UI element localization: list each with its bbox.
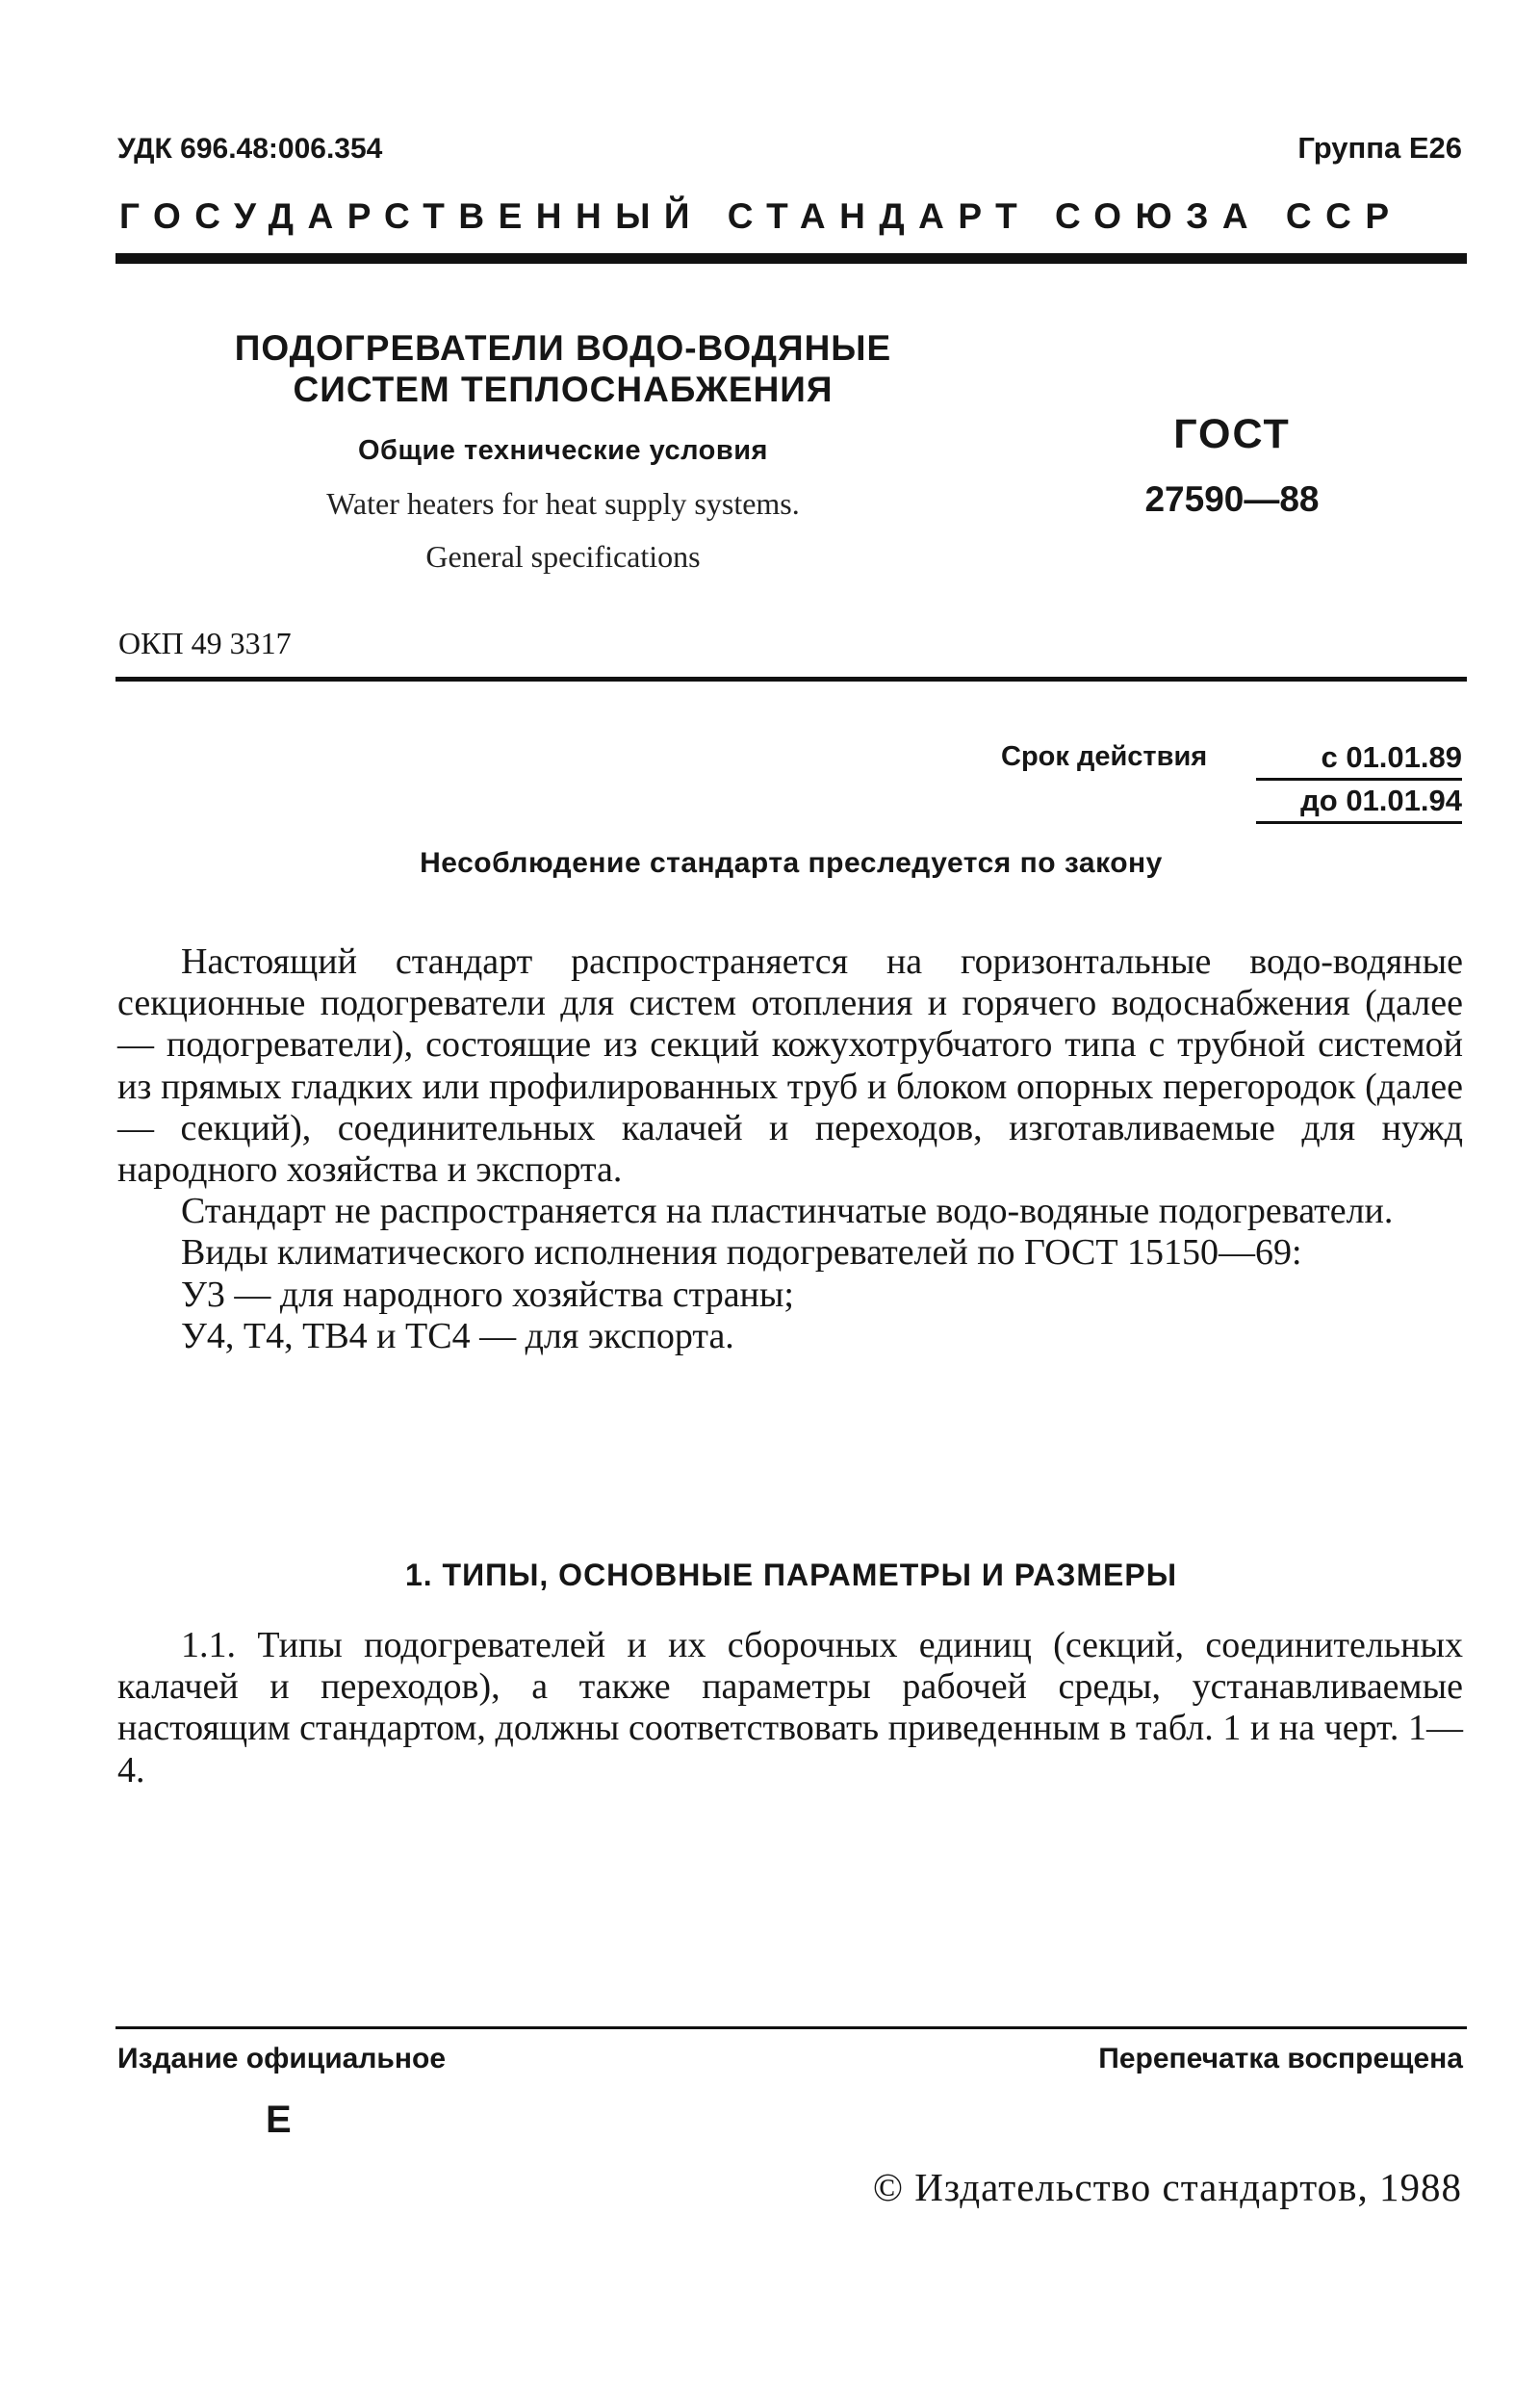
middle-divider — [116, 677, 1467, 682]
edition-letter: Е — [266, 2099, 292, 2141]
climate-item-u3: У3 — для народного хозяйства страны; — [181, 1274, 794, 1315]
validity-from: с 01.01.89 — [1256, 737, 1462, 781]
gost-number: 27590—88 — [1144, 479, 1320, 519]
title-subtitle: Общие технические условия — [358, 435, 768, 466]
scope-paragraph-2: Стандарт не распространяется на пластинчатые водо-водяные подогреватели. — [181, 1191, 1394, 1232]
scope-paragraph-1: Настоящий стандарт распространяется на горизонтальные водо-водяные секционные подогреватели для систем отопления и горячего водоснабжения (далее — подогреватели), состоящие из секций кожухотрубчатого типа с трубной системой из прямых гладких или профилированных труб и блоком опорных перегородок (далее — секций), соединительных калачей и переходов, изготавливаемые для нужд народного хозяйства и экспорта. — [117, 941, 1463, 1191]
bottom-divider — [116, 2026, 1467, 2029]
gost-label: ГОСТ — [1173, 411, 1291, 457]
okp-code: ОКП 49 3317 — [118, 626, 292, 660]
section-1-title: 1. ТИПЫ, ОСНОВНЫЕ ПАРАМЕТРЫ И РАЗМЕРЫ — [404, 1558, 1178, 1592]
english-title-line-2: General specifications — [425, 539, 701, 574]
legal-warning: Несоблюдение стандарта преследуется по закону — [420, 847, 1163, 879]
group-code: Группа Е26 — [1297, 131, 1462, 165]
title-line-2: СИСТЕМ ТЕПЛОСНАБЖЕНИЯ — [293, 370, 834, 409]
top-divider — [116, 253, 1467, 264]
scope-text — [117, 941, 1463, 1357]
reprint-note: Перепечатка воспрещена — [1098, 2043, 1463, 2074]
climate-item-export: У4, Т4, ТВ4 и ТС4 — для экспорта. — [181, 1315, 734, 1356]
udk-code: УДК 696.48:006.354 — [117, 133, 383, 165]
title-line-1: ПОДОГРЕВАТЕЛИ ВОДО-ВОДЯНЫЕ — [234, 328, 892, 368]
validity-dates — [1256, 737, 1462, 824]
validity-to: до 01.01.94 — [1256, 781, 1462, 824]
title-block — [207, 327, 919, 573]
section-1-text — [117, 1625, 1463, 1791]
validity-label: Срок действия — [1001, 741, 1208, 772]
scope-paragraph-3: Виды климатического исполнения подогревателей по ГОСТ 15150—69: — [181, 1232, 1302, 1274]
edition-note: Издание официальное — [117, 2043, 447, 2074]
state-standard-heading: ГОСУДАРСТВЕННЫЙ СТАНДАРТ СОЮЗА ССР — [119, 196, 1403, 236]
section-1-paragraph-1: 1.1. Типы подогревателей и их сборочных единиц (секций, соединительных калачей и переходов), а также параметры рабочей среды, устанавливаемые настоящим стандартом, должны соответствовать приведенным в табл. 1 и на черт. 1—4. — [117, 1625, 1463, 1791]
english-title-line-1: Water heaters for heat supply systems. — [326, 486, 800, 521]
copyright-notice: © Издательство стандартов, 1988 — [872, 2165, 1462, 2209]
